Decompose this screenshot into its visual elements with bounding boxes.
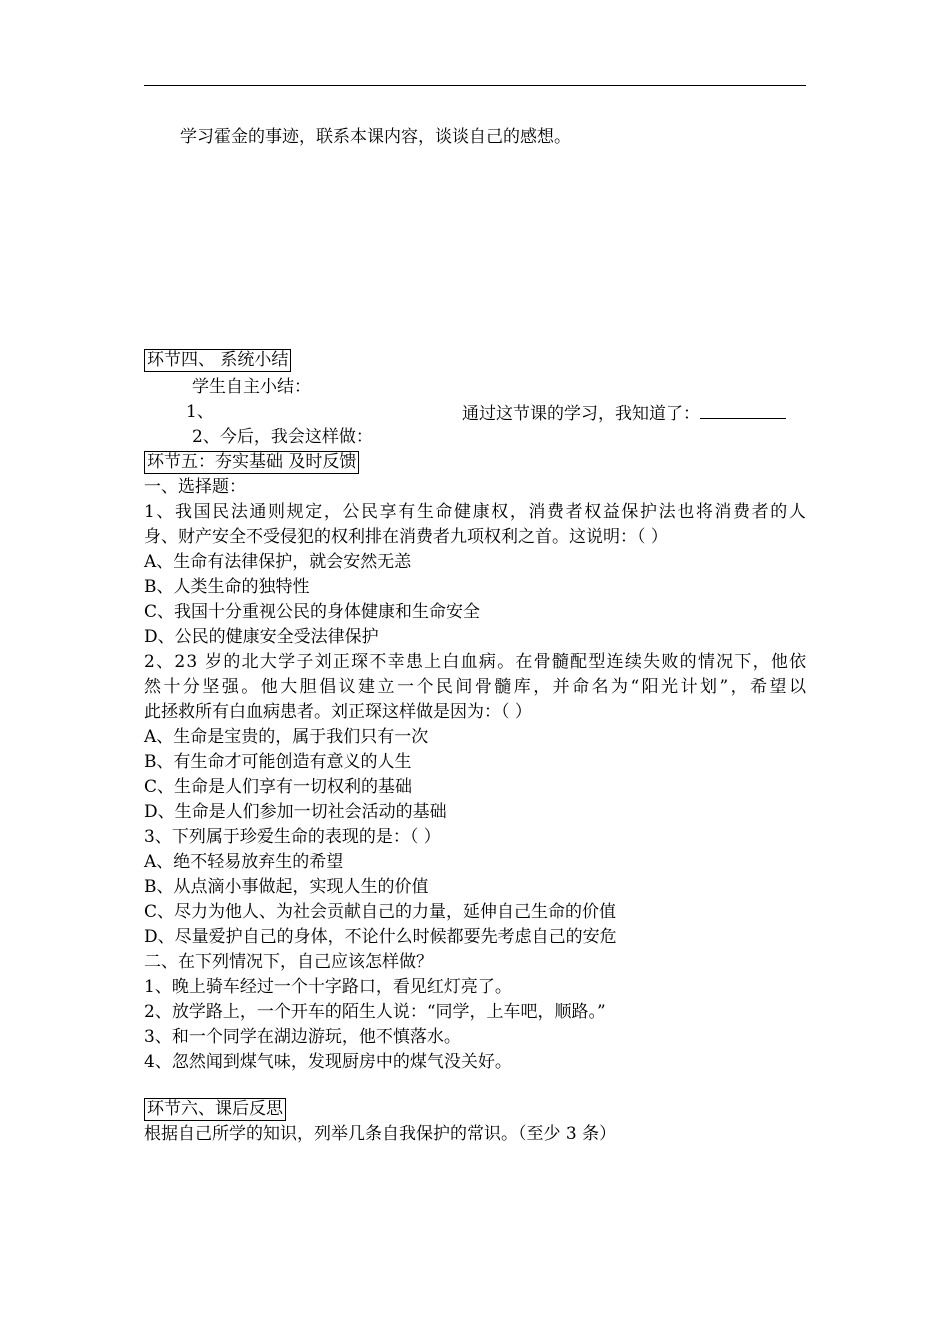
q2-option-b: B、有生命才可能创造有意义的人生	[144, 752, 412, 772]
section6-title-box: 环节六、课后反思	[144, 1098, 286, 1121]
summary-item2: 2、今后，我会这样做：	[192, 427, 373, 447]
section5-title	[144, 450, 359, 475]
q1-line1: 1、我国民法通则规定，公民享有生命健康权，消费者权益保护法也将消费者的人	[144, 502, 808, 522]
q3-option-b: B、从点滴小事做起，实现人生的价值	[144, 877, 429, 897]
q1-line2: 身、财产安全不受侵犯的权利排在消费者九项权利之首。这说明：（ ）	[144, 527, 668, 547]
situation-2: 2、放学路上，一个开车的陌生人说：“同学，上车吧，顺路。”	[144, 1002, 606, 1022]
q1-option-d: D、公民的健康安全受法律保护	[144, 627, 379, 647]
situation-4: 4、忽然闻到煤气味，发现厨房中的煤气没关好。	[144, 1052, 512, 1072]
section4-title-box: 环节四、 系统小结	[144, 349, 291, 372]
section5-title-box: 环节五：夯实基础 及时反馈	[144, 451, 359, 474]
part1-heading: 一、选择题：	[144, 477, 246, 497]
reflection-text: 根据自己所学的知识，列举几条自我保护的常识。（至少 3 条）	[144, 1124, 617, 1144]
summary-item1-number: 1、	[186, 402, 214, 422]
section6-title	[144, 1097, 286, 1122]
self-summary-label: 学生自主小结：	[192, 377, 311, 397]
top-rule	[144, 85, 806, 86]
q1-option-a: A、生命有法律保护，就会安然无恙	[144, 552, 412, 572]
situation-3: 3、和一个同学在湖边游玩，他不慎落水。	[144, 1027, 461, 1047]
q3-option-c: C、尽力为他人、为社会贡献自己的力量，延伸自己生命的价值	[144, 902, 617, 922]
q3-option-d: D、尽量爱护自己的身体，不论什么时候都要先考虑自己的安危	[144, 927, 617, 947]
intro-text: 学习霍金的事迹，联系本课内容，谈谈自己的感想。	[180, 127, 571, 147]
q2-line2: 然十分坚强。他大胆倡议建立一个民间骨髓库，并命名为“阳光计划”，希望以	[144, 677, 809, 697]
q3-option-a: A、绝不轻易放弃生的希望	[144, 852, 344, 872]
situation-1: 1、晚上骑车经过一个十字路口，看见红灯亮了。	[144, 977, 512, 997]
answer-blank[interactable]	[700, 400, 786, 419]
q1-option-b: B、人类生命的独特性	[144, 577, 310, 597]
summary-item1-text: 通过这节课的学习，我知道了：	[462, 404, 700, 424]
q2-option-c: C、生命是人们享有一切权利的基础	[144, 777, 413, 797]
summary-item1	[462, 400, 786, 427]
part2-heading: 二、在下列情况下，自己应该怎样做？	[144, 952, 433, 972]
q2-option-a: A、生命是宝贵的，属于我们只有一次	[144, 727, 429, 747]
q2-option-d: D、生命是人们参加一切社会活动的基础	[144, 802, 447, 822]
q3-line1: 3、下列属于珍爱生命的表现的是：（ ）	[144, 827, 441, 847]
section4-title	[144, 348, 291, 373]
q2-line3: 此拯救所有白血病患者。刘正琛这样做是因为：（ ）	[144, 702, 532, 722]
q2-line1: 2、23 岁的北大学子刘正琛不幸患上白血病。在骨髓配型连续失败的情况下，他依	[144, 652, 808, 672]
q1-option-c: C、我国十分重视公民的身体健康和生命安全	[144, 602, 481, 622]
